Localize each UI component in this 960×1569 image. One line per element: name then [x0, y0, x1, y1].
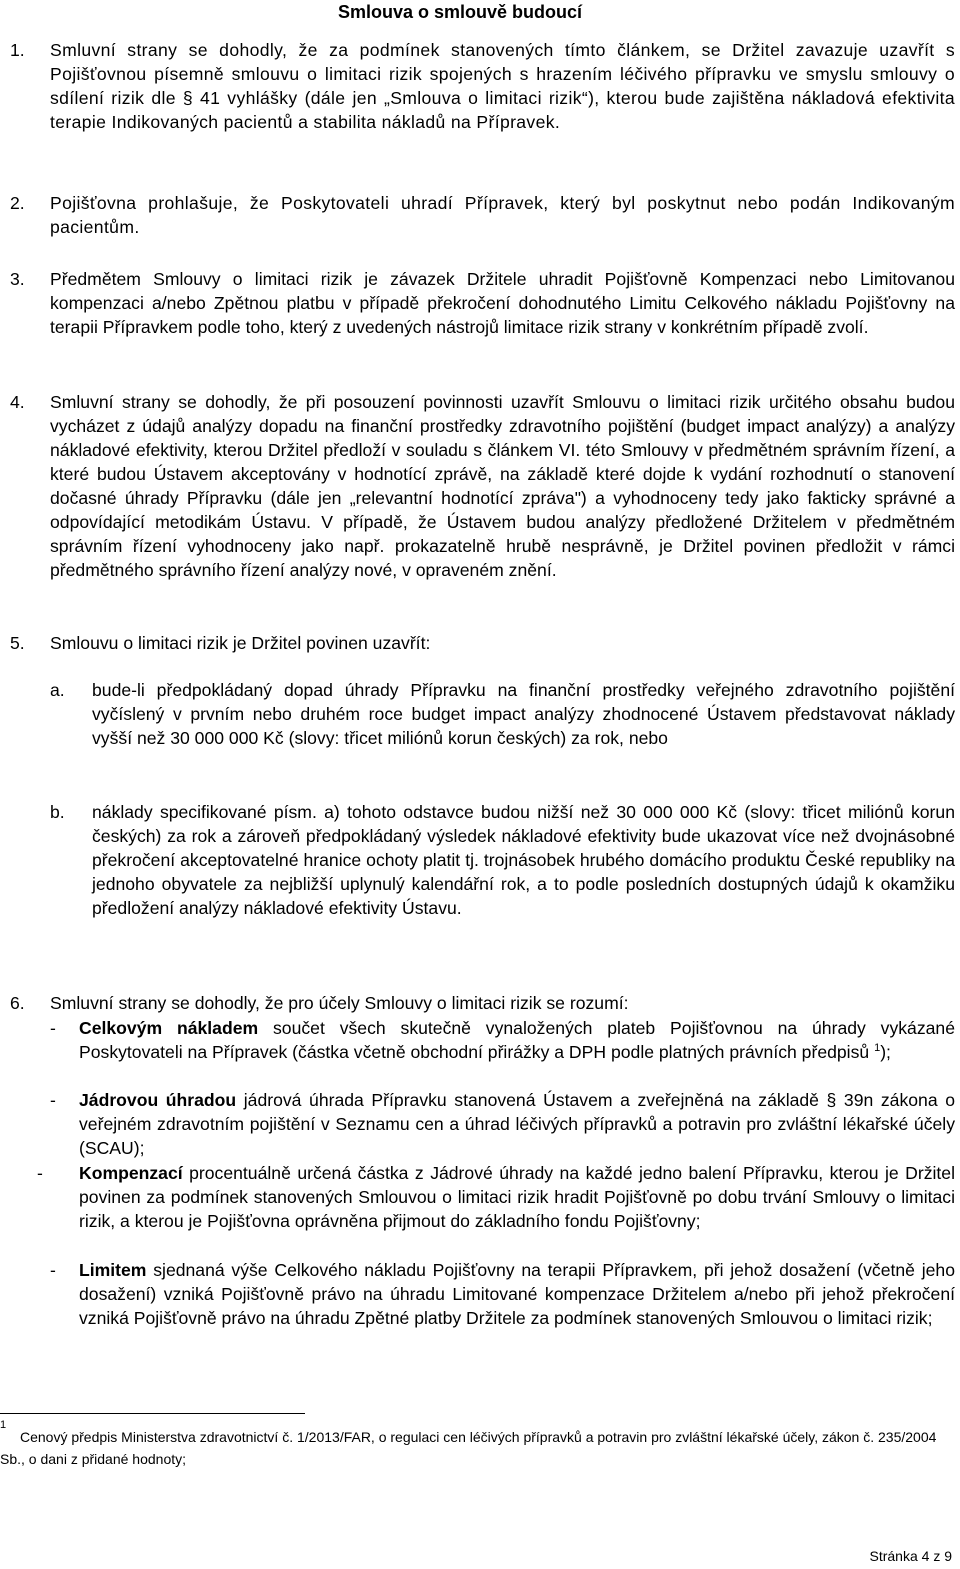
definition-term: Kompenzací	[79, 1163, 183, 1183]
definition-text	[79, 1258, 955, 1330]
subitem-text: bude-li předpokládaný dopad úhrady Přípravku na finanční prostředky veřejného zdravotního pojištění vyčíslený v prvním nebo druhém roce budget impact analýzy zhodnocené Ústavem představovat náklady vyšší než 30 000 000 Kč (slovy: třicet miliónů korun českých) za rok, nebo	[92, 680, 955, 748]
footnote-text: Cenový předpis Ministerstva zdravotnictví č. 1/2013/FAR, o regulaci cen léčivých přípravků a potravin pro zvláštní lékařské účely, zákon č. 235/2004 Sb., o dani z přidané hodnoty;	[0, 1429, 937, 1467]
section-number: 3.	[10, 269, 25, 289]
section-intro: Smluvní strany se dohodly, že pro účely Smlouvy o limitaci rizik se rozumí:	[50, 993, 629, 1013]
definition-text	[79, 1088, 955, 1160]
footnote-separator	[0, 1413, 305, 1414]
footnote-ref[interactable]: 1	[874, 1042, 881, 1055]
section-number: 5.	[10, 633, 25, 653]
section-text: Pojišťovna prohlašuje, že Poskytovateli uhradí Přípravek, který byl poskytnut nebo podán Indikovaným pacientům.	[50, 193, 955, 237]
section-number: 4.	[10, 392, 25, 412]
section-text: Předmětem Smlouvy o limitaci rizik je závazek Držitele uhradit Pojišťovně Kompenzaci nebo Limitovanou kompenzaci a/nebo Zpětnou platbu v případě překročení dohodnutého Limitu Celkového nákladu Pojišťovny na terapii Přípravkem podle toho, který z uvedených nástrojů limitace rizik strany v konkrétním případě zvolí.	[50, 269, 955, 337]
section-text: Smluvní strany se dohodly, že za podmínek stanovených tímto článkem, se Držitel zavazuje uzavřít s Pojišťovnou písemně smlouvu o limitaci rizik spojených s hrazením léčivého přípravku ve smyslu smlouvy o sdílení rizik dle § 41 vyhlášky (dále jen „Smlouva o limitaci rizik“), kterou bude zajištěna nákladová efektivita terapie Indikovaných pacientů a stabilita nákladů na Přípravek.	[50, 40, 955, 132]
definition-dash: -	[37, 1163, 43, 1183]
definition-dash: -	[50, 1260, 56, 1280]
section-text: Smlouvu o limitaci rizik je Držitel povinen uzavřít:	[50, 633, 431, 653]
footnote	[0, 1418, 955, 1470]
section-text: Smluvní strany se dohodly, že při posouzení povinnosti uzavřít Smlouvu o limitaci rizik určitého obsahu budou vycházet z údajů analýzy dopadu na finanční prostředky zdravotního pojištění (budget impact analýzy) a analýzy nákladové efektivity, kterou Držitel předloží v souladu s článkem VI. této Smlouvy v předmětném správním řízení, a které budou Ústavem akceptovány v hodnotící zprávě, na základě které dojde k vydání rozhodnutí o stanovení dočasné úhrady Přípravku (dále jen „relevantní hodnotící zpráva") a vyhodnoceny tedy jako fakticky správné a odpovídající metodikám Ústavu. V případě, že Ústavem budou analýzy předložené Držitelem v předmětném správním řízení vyhodnoceny jako např. prokazatelně hrubě nesprávně, je Držitel povinen předložit v rámci předmětného správního řízení analýzy nové, v opraveném znění.	[50, 392, 955, 580]
definition-dash: -	[50, 1018, 56, 1038]
definition-body: jádrová úhrada Přípravku stanovená Ústavem a zveřejněná na základě § 39n zákona o veřejném zdravotním pojištění v Seznamu cen a úhrad léčivých přípravků a potravin pro zvláštní lékařské účely (SCAU);	[79, 1090, 955, 1158]
subitem-label: a.	[50, 680, 65, 700]
section-number: 2.	[10, 193, 25, 213]
definition-term: Celkovým nákladem	[79, 1018, 259, 1038]
definition-tail: );	[880, 1042, 891, 1062]
footnote-mark: 1	[0, 1419, 7, 1431]
section-number: 6.	[10, 993, 25, 1013]
subitem-label: b.	[50, 802, 65, 822]
definition-body: sjednaná výše Celkového nákladu Pojišťovny na terapii Přípravkem, při jehož dosažení (včetně jeho dosažení) vzniká Pojišťovně právo na úhradu Limitované kompenzace Držitelem a/nebo při jehož překročení vzniká Pojišťovně právo na úhradu Zpětné platby Držitele za podmínek stanovených Smlouvou o limitaci rizik;	[79, 1260, 955, 1328]
subitem-text: náklady specifikované písm. a) tohoto odstavce budou nižší než 30 000 000 Kč (slovy: třicet miliónů korun českých) za rok a zároveň předpokládaný výsledek nákladové efektivity bude ukazovat více než dvojnásobné překročení akceptovatelné hranice ochoty platit tj. trojnásobek hrubého domácího produktu České republiky na jednoho obyvatele za nejbližší uplynulý kalendářní rok, a to podle posledních dostupných údajů k okamžiku předložení analýzy nákladové efektivity Ústavu.	[92, 802, 955, 918]
page-number: Stránka 4 z 9	[869, 1548, 952, 1564]
definition-term: Jádrovou úhradou	[79, 1090, 237, 1110]
definition-dash: -	[50, 1090, 56, 1110]
definition-text	[79, 1016, 955, 1064]
definition-text	[79, 1161, 955, 1233]
definition-term: Limitem	[79, 1260, 147, 1280]
document-title: Smlouva o smlouvě budoucí	[337, 2, 583, 22]
definition-body: součet všech skutečně vynaložených plateb Pojišťovnou na úhrady vykázané Poskytovateli na Přípravek (částka včetně obchodní přirážky a DPH podle platných právních předpisů	[79, 1018, 955, 1062]
definition-body: procentuálně určená částka z Jádrové úhrady na každé jedno balení Přípravku, kterou je Držitel povinen za podmínek stanovených Smlouvou o limitaci rizik hradit Pojišťovně po dobu trvání Smlouvy o limitaci rizik, a kterou je Pojišťovna oprávněna přijmout do základního fondu Pojišťovny;	[79, 1163, 955, 1231]
section-number: 1.	[10, 40, 25, 60]
